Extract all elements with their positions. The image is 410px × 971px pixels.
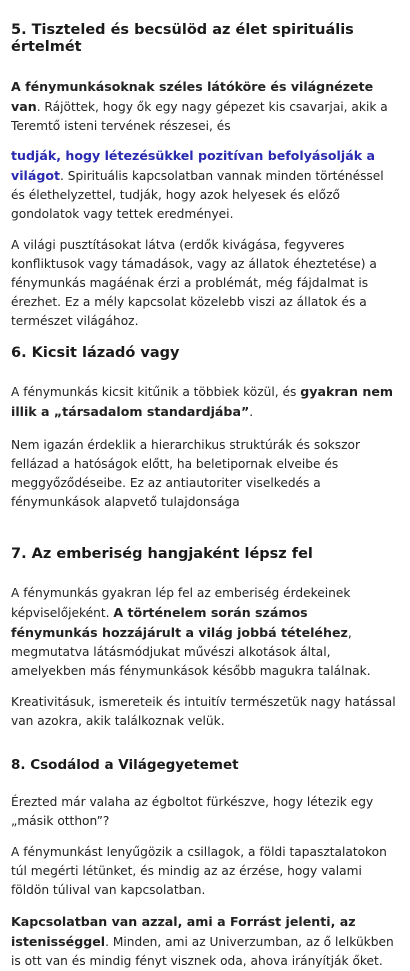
section-5-paragraph-2	[11, 146, 398, 224]
section-6	[11, 345, 398, 512]
section-5-paragraph-2-text: . Spirituális kapcsolatban vannak minden történéssel és élethelyzettel, tudják, hogy azok helyesek és előző gondolatok vagy tettek eredményei.	[11, 168, 384, 221]
section-6-paragraph-1-bold: gyakran nem illik a „társadalom standardjába”	[11, 384, 394, 420]
section-7-paragraph-2: Kreativitásuk, ismereteik és intuitív természetük nagy hatással van azokra, akik találkoznak velük.	[11, 694, 396, 728]
section-8-paragraph-3	[11, 912, 398, 971]
section-6-heading: 6. Kicsit lázadó vagy	[11, 344, 180, 361]
section-7	[11, 546, 398, 730]
section-8-paragraph-2: A fénymunkást lenyűgözik a csillagok, a földi tapasztalatokon túl megérti létünket, és mindig az az érzése, hogy valami földön túlival van kapcsolatban.	[11, 844, 387, 897]
section-5-paragraph-1	[11, 77, 398, 136]
section-5-highlight-text: tudják, hogy létezésükkel pozitívan befolyásolják a világot	[11, 147, 375, 183]
section-5-heading: 5. Tiszteled és becsülöd az élet spirituális értelmét	[11, 22, 354, 56]
section-5-paragraph-3: A világi pusztításokat látva (erdők kivágása, fegyveres konfliktusok vagy támadások, vagy az állatok éheztetése) a fénymunkás magáénak érzi a problémát, még fájdalmat is érezhet. Ez a mély kapcsolat közelebb viszi az állatok és a természet világához.	[11, 237, 377, 328]
section-8	[11, 757, 398, 971]
section-5	[11, 22, 398, 331]
section-6-paragraph-1	[11, 382, 398, 422]
section-8-paragraph-3-text: . Minden, ami az Univerzumban, az ő lelkükben is ott van és mindig fényt visznek oda, ahova irányítják őket.	[11, 934, 394, 968]
section-7-heading: 7. Az emberiség hangjaként lépsz fel	[11, 546, 313, 563]
section-7-paragraph-1-bold: A történelem során számos fénymunkás hozzájárult a világ jobbá tételéhez	[11, 604, 348, 640]
section-7-paragraph-1	[11, 584, 398, 681]
section-5-paragraph-1-text: . Rájöttek, hogy ők egy nagy gépezet kis csavarjai, akik a Teremtő isteni tervének részesei, és	[11, 99, 388, 133]
section-8-heading: 8. Csodálod a Világegyetemet	[11, 756, 239, 773]
section-5-paragraph-1-bold: A fénymunkásoknak széles látóköre és világnézete van	[11, 78, 374, 114]
section-8-paragraph-1: Érezted már valaha az égboltot fürkészve, hogy létezik egy „másik otthon”?	[11, 794, 374, 828]
section-7-paragraph-1-end: , megmutatva látásmódjukat művészi alkotások által, amelyekben más fénymunkások később magukra találnak.	[11, 625, 371, 678]
section-6-paragraph-1-end: .	[249, 405, 254, 420]
section-7-paragraph-1-text: A fénymunkás gyakran lép fel az emberiség érdekeinek képviselőjeként.	[11, 585, 351, 620]
section-6-paragraph-1-text: A fénymunkás kicsit kitűnik a többiek közül, és	[11, 385, 301, 400]
section-6-paragraph-2: Nem igazán érdeklik a hierarchikus struktúrák és sokszor fellázad a hatóságok előtt, ha beletipornak elveibe és meggyőződéseibe. Ez az antiautoriter viselkedés a fénymunkások alapvető tulajdonsága	[11, 438, 360, 510]
section-8-paragraph-3-bold: Kapcsolatban van azzal, ami a Forrást jelenti, az istenisséggel	[11, 913, 356, 949]
